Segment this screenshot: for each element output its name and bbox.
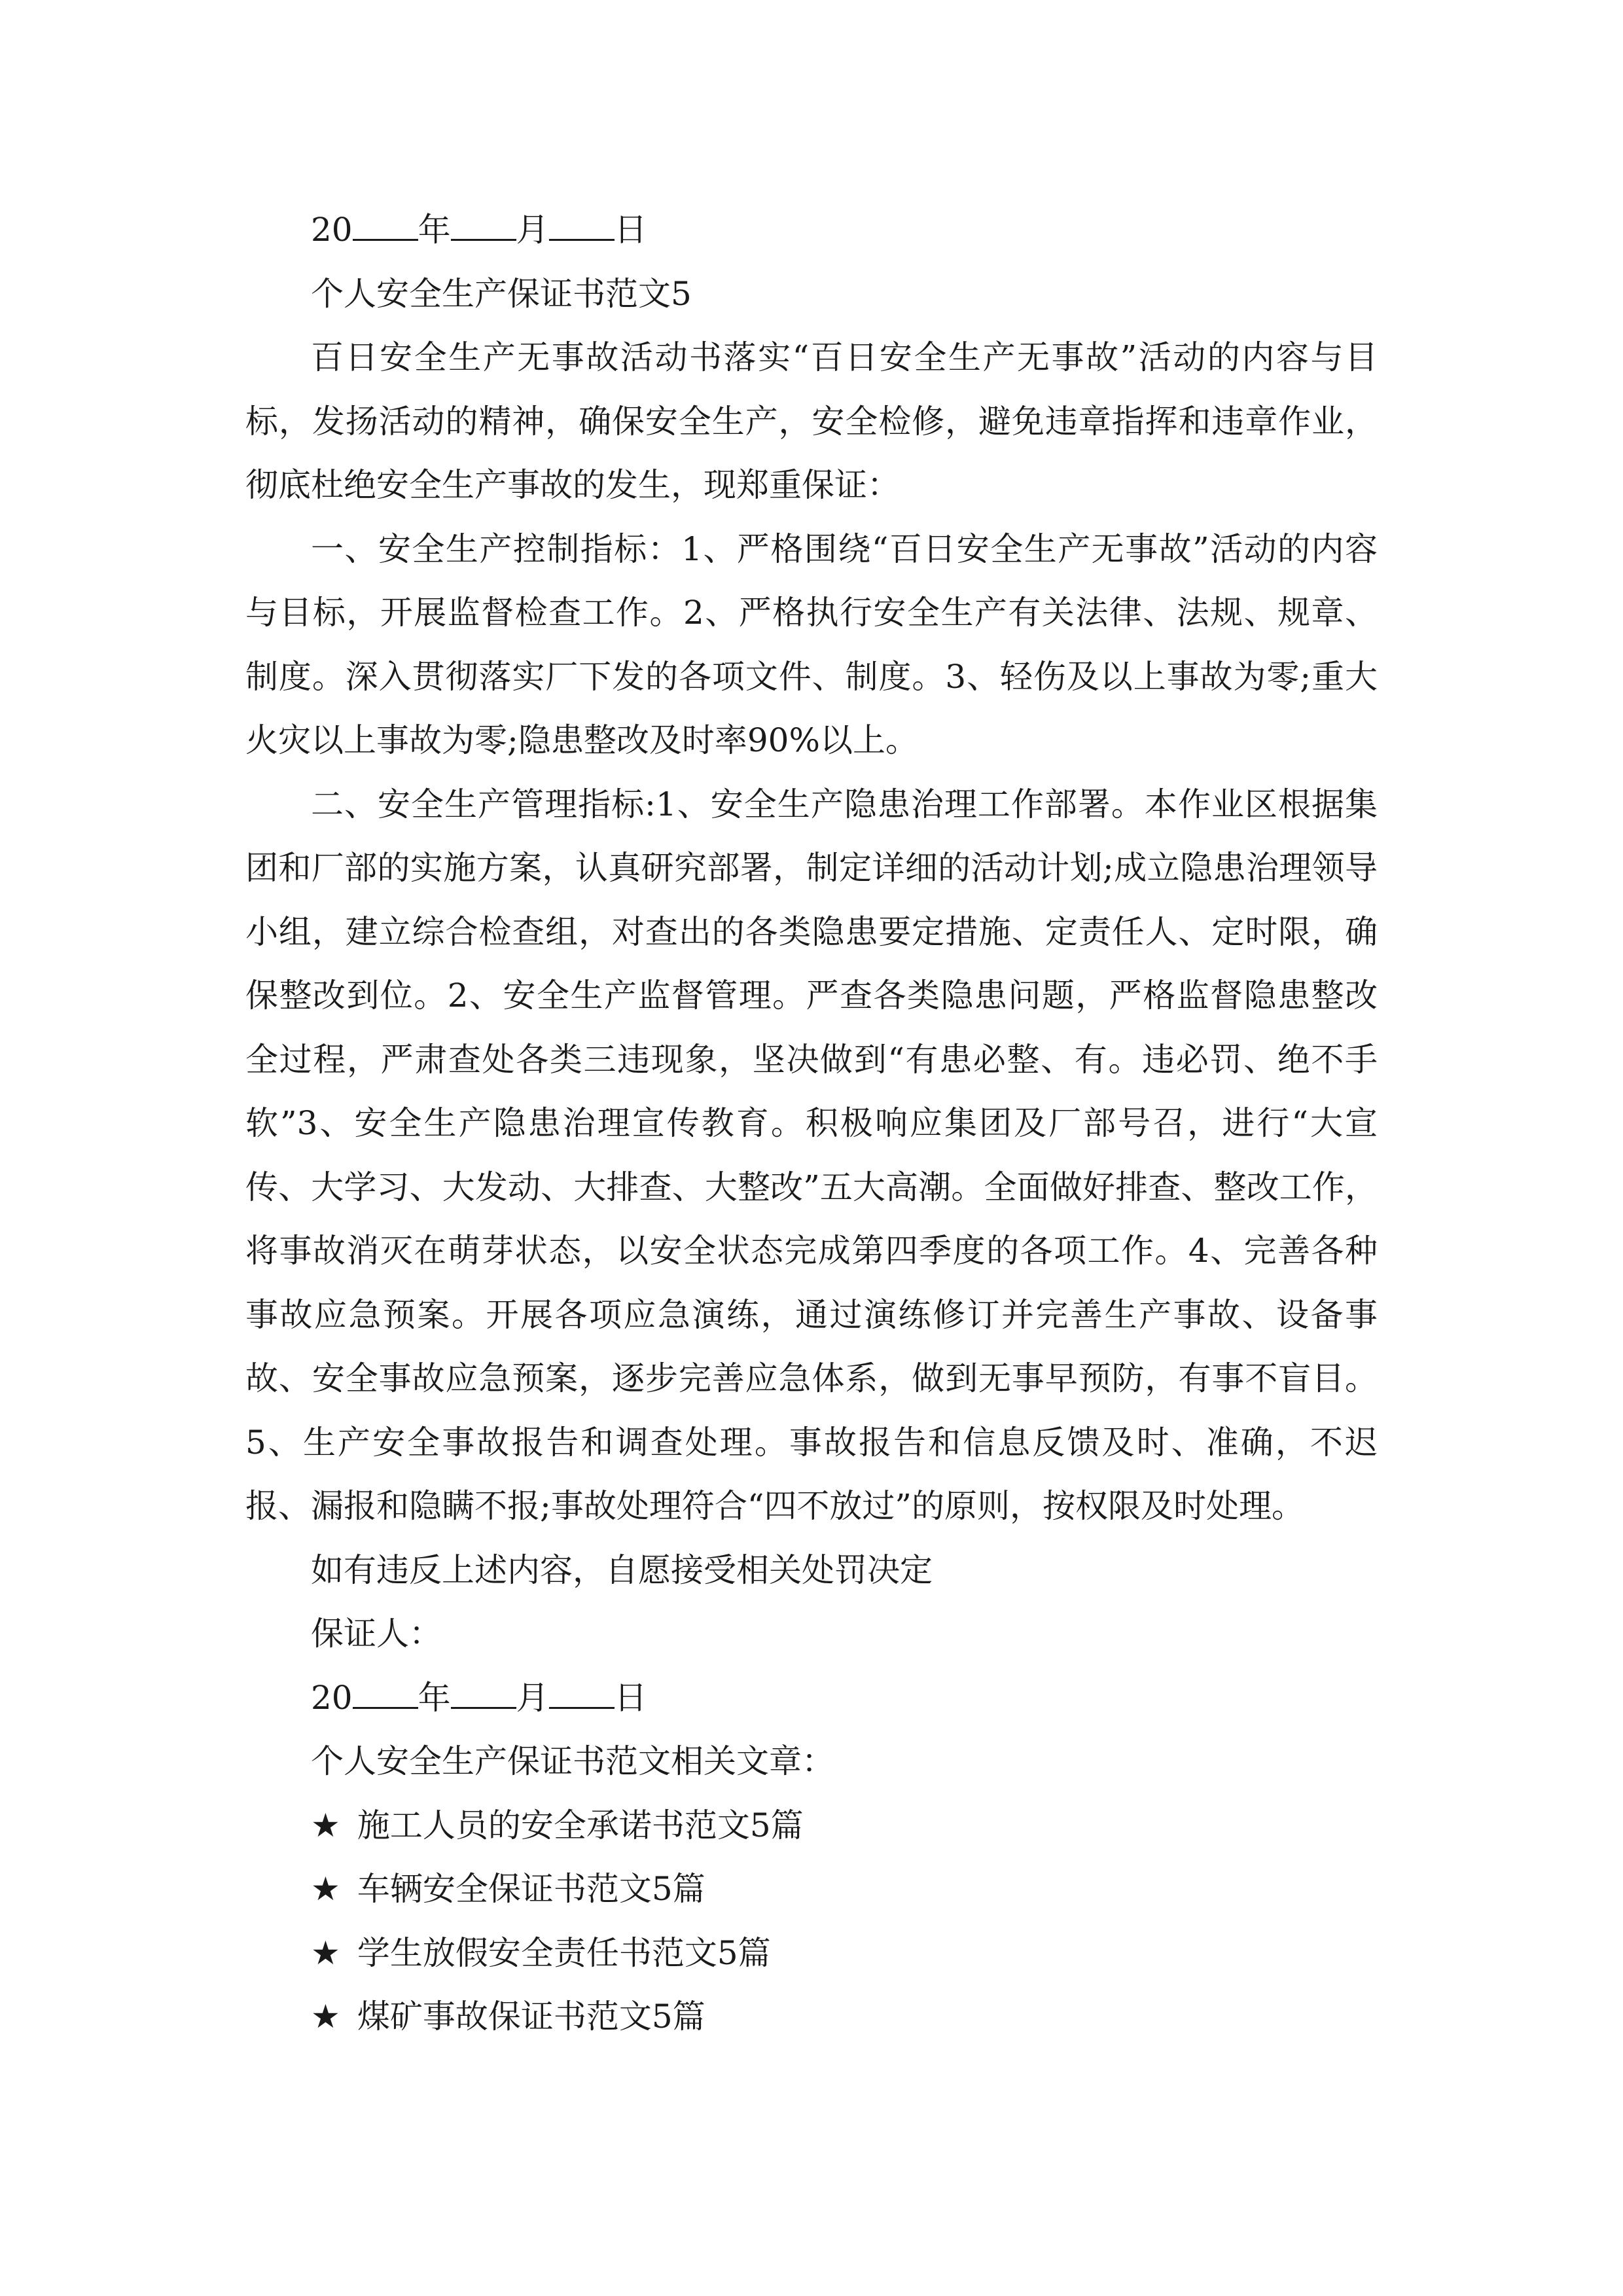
date-day-label: 日 [614, 1678, 647, 1717]
month-blank [451, 1681, 516, 1709]
star-icon: ★ [311, 1933, 340, 1972]
date-prefix: 20 [311, 1678, 353, 1717]
date-line-bottom [245, 1666, 1378, 1731]
month-blank [451, 213, 516, 241]
related-articles-heading: 个人安全生产保证书范文相关文章： [311, 1742, 834, 1780]
closing-statement: 如有违反上述内容，自愿接受相关处罚决定 [311, 1551, 933, 1589]
related-article-title[interactable]: 车辆安全保证书范文5篇 [357, 1870, 705, 1908]
related-article-link[interactable] [245, 1922, 1378, 1986]
related-article-title[interactable]: 施工人员的安全承诺书范文5篇 [357, 1806, 804, 1844]
date-year-label: 年 [418, 1678, 451, 1717]
star-icon: ★ [311, 1998, 340, 2036]
intro-paragraph: 百日安全生产无事故活动书落实“百日安全生产无事故”活动的内容与目标，发扬活动的精神，确保安全生产，安全检修，避免违章指挥和违章作业，彻底杜绝安全生产事故的发生，现郑重保证： [245, 338, 1378, 504]
related-article-title[interactable]: 学生放假安全责任书范文5篇 [357, 1933, 771, 1972]
year-blank [353, 1681, 418, 1709]
document-body [245, 198, 1378, 2049]
day-blank [549, 1681, 615, 1709]
section-two-paragraph: 二、安全生产管理指标:1、安全生产隐患治理工作部署。本作业区根据集团和厂部的实施方案，认真研究部署，制定详细的活动计划;成立隐患治理领导小组，建立综合检查组，对查出的各类隐患要定措施、定责任人、定时限，确保整改到位。2、安全生产监督管理。严查各类隐患问题，严格监督隐患整改全过程，严肃查处各类三违现象，坚决做到“有患必整、有。违必罚、绝不手软”3、安全生产隐患治理宣传教育。积极响应集团及厂部号召，进行“大宣传、大学习、大发动、大排查、大整改”五大高潮。全面做好排查、整改工作，将事故消灭在萌芽状态，以安全状态完成第四季度的各项工作。4、完善各种事故应急预案。开展各项应急演练，通过演练修订并完善生产事故、设备事故、安全事故应急预案，逐步完善应急体系，做到无事早预防，有事不盲目。5、生产安全事故报告和调查处理。事故报告和信息反馈及时、准确，不迟报、漏报和隐瞒不报;事故处理符合“四不放过”的原则，按权限及时处理。 [245, 785, 1378, 1525]
star-icon: ★ [311, 1806, 340, 1844]
related-article-link[interactable] [245, 1857, 1378, 1922]
related-article-link[interactable] [245, 1985, 1378, 2049]
star-icon: ★ [311, 1870, 340, 1908]
date-line-top [245, 198, 1378, 262]
day-blank [549, 213, 615, 241]
section-one-paragraph: 一、安全生产控制指标：1、严格围绕“百日安全生产无事故”活动的内容与目标，开展监督检查工作。2、严格执行安全生产有关法律、法规、规章、制度。深入贯彻落实厂下发的各项文件、制度。3、轻伤及以上事故为零;重大火灾以上事故为零;隐患整改及时率90%以上。 [245, 529, 1378, 759]
year-blank [353, 213, 418, 241]
date-month-label: 月 [516, 211, 549, 249]
related-article-title[interactable]: 煤矿事故保证书范文5篇 [357, 1998, 705, 2036]
date-month-label: 月 [516, 1678, 549, 1717]
guarantor-label: 保证人： [311, 1615, 442, 1653]
date-year-label: 年 [418, 211, 451, 249]
related-article-link[interactable] [245, 1794, 1378, 1858]
section-heading: 个人安全生产保证书范文5 [311, 274, 692, 313]
date-prefix: 20 [311, 211, 353, 249]
date-day-label: 日 [614, 211, 647, 249]
